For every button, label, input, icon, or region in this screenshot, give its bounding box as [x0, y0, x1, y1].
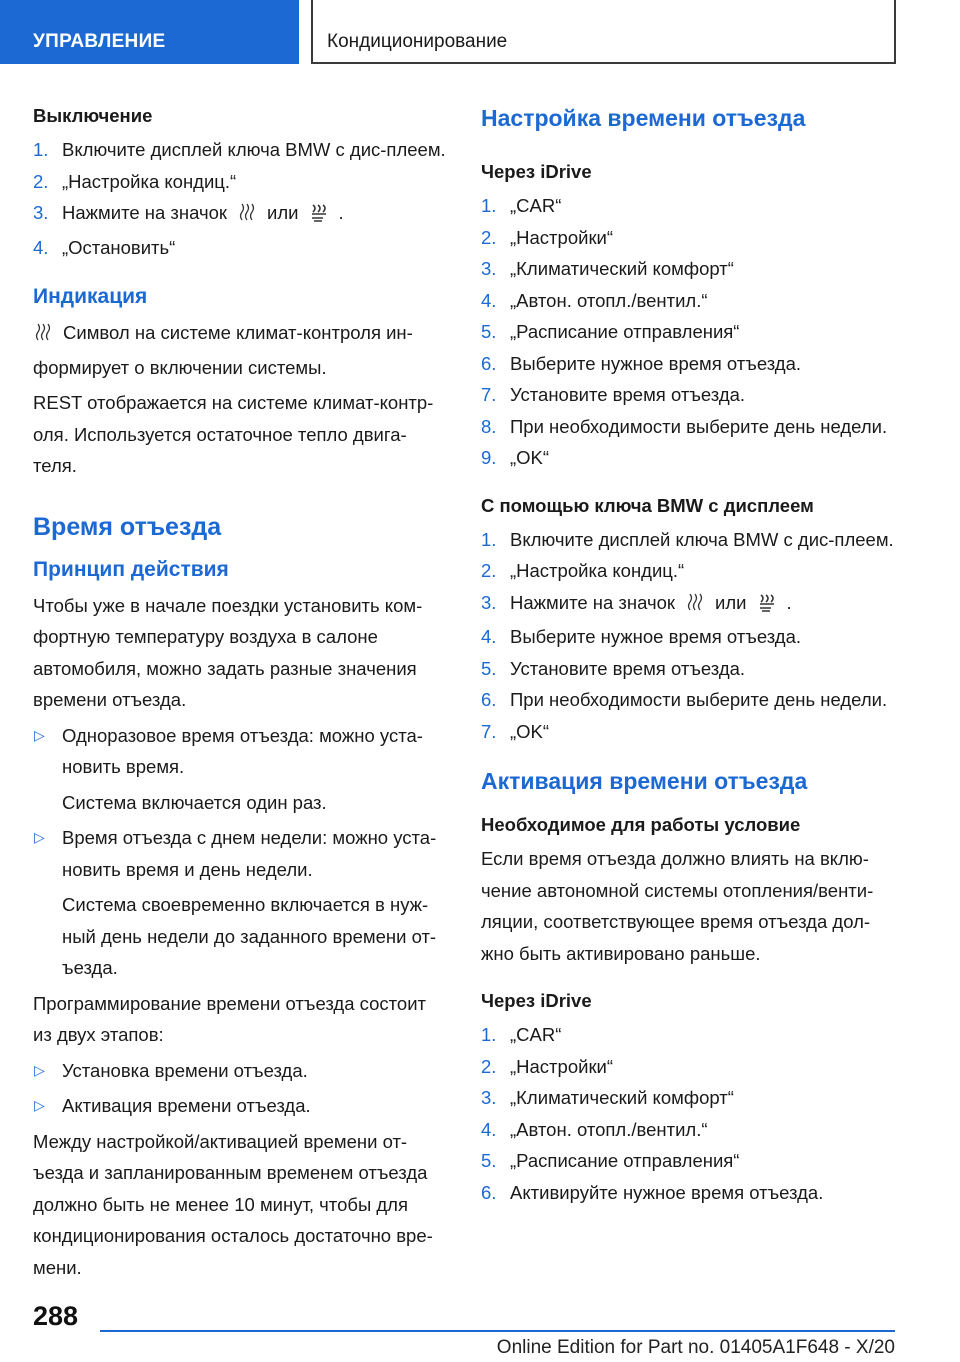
- principle-text: Чтобы уже в начале поездки установить ком-фортную температуру воздуха в салоне автомобиля, можно задать разные значения времени отъезда.: [33, 594, 423, 710]
- final-text: Между настройкой/активацией времени от-ъезда и запланированным временем отъезда должно быть не менее 10 минут, чтобы для кондиционирования осталось достаточно вре-мени.: [33, 1130, 433, 1278]
- heating-icon: [685, 590, 705, 622]
- footer-edition: Online Edition for Part no. 01405A1F648 - X/20: [496, 1337, 895, 1358]
- departure-title: Время отъезда: [33, 512, 222, 541]
- idrive2-title: Через iDrive: [481, 990, 592, 1011]
- list-item: ▷ Одноразовое время отъезда: можно уста-новить время.: [33, 720, 447, 783]
- section-tab: УПРАВЛЕНИЕ: [0, 0, 299, 64]
- list-item: 5. „Расписание отправления“: [481, 321, 740, 342]
- ventilation-icon: [309, 200, 329, 232]
- list-triangle-icon: ▷: [34, 1061, 45, 1078]
- req-text: Если время отъезда должно влиять на вклю-чение автономной системы отопления/венти-ляции, соответствующее время отъезда дол-жно быть активировано раньше.: [481, 848, 874, 964]
- list-item: 6. Активируйте нужное время отъезда.: [481, 1181, 824, 1203]
- list-triangle-icon: ▷: [34, 1097, 45, 1113]
- list-item: 3. Нажмите на значок или .: [481, 587, 901, 622]
- list-item: 5. Установите время отъезда.: [481, 657, 746, 679]
- list-item: ▷ Время отъезда с днем недели: можно уста-новить время и день недели.: [33, 822, 447, 885]
- heating-icon: [33, 320, 53, 352]
- mode-list: [33, 720, 447, 783]
- list-item: 1. „CAR“: [481, 195, 562, 216]
- off-steps: [33, 134, 447, 263]
- list-item: 4. „Автон. отопл./вентил.“: [481, 1118, 708, 1140]
- bullet-note: Система включается один раз.: [62, 791, 327, 813]
- list-item: 3. „Климатический комфорт“: [481, 258, 734, 279]
- list-item: 2. „Настройки“: [481, 226, 614, 248]
- list-item: 2. „Настройки“: [481, 1055, 614, 1077]
- list-item: 6. При необходимости выберите день недели.: [481, 689, 888, 710]
- idrive-steps: [481, 190, 901, 474]
- ventilation-icon: [757, 590, 777, 622]
- list-triangle-icon: ▷: [34, 726, 45, 743]
- list-item: 4. Выберите нужное время отъезда.: [481, 626, 801, 647]
- list-item: 7. Установите время отъезда.: [481, 384, 746, 405]
- list-item: 3. „Климатический комфорт“: [481, 1087, 734, 1108]
- key-title: С помощью ключа BMW с дисплеем: [481, 494, 814, 516]
- activation-title: Активация времени отъезда: [481, 768, 808, 794]
- footer-divider: [100, 1330, 895, 1332]
- page-number: 288: [33, 1301, 79, 1331]
- idrive-title: Через iDrive: [481, 161, 592, 182]
- chapter-title: Кондиционирование: [311, 0, 896, 64]
- rest-text: REST отображается на системе климат-контр-оля. Используется остаточное тепло двига-теля.: [33, 392, 434, 476]
- list-triangle-icon: ▷: [34, 829, 45, 845]
- list-item: 2. „Настройка кондиц.“: [33, 170, 237, 192]
- list-item: 1. „CAR“: [481, 1024, 562, 1045]
- list-item: ▷ Установка времени отъезда.: [33, 1055, 447, 1087]
- list-item: 3. Нажмите на значок или .: [33, 197, 447, 232]
- idrive2-steps: [481, 1019, 901, 1208]
- list-item: 4. „Остановить“: [33, 236, 176, 258]
- list-item: 5. „Расписание отправления“: [481, 1150, 740, 1171]
- list-item: 4. „Автон. отопл./вентил.“: [481, 289, 708, 311]
- principle-title: Принцип действия: [33, 557, 229, 581]
- req-title: Необходимое для работы условие: [481, 814, 801, 835]
- list-item: 1. Включите дисплей ключа BMW с дис-плеем.: [481, 528, 894, 550]
- list-item: 1. Включите дисплей ключа BMW с дис-плеем.: [33, 139, 446, 160]
- right-column: [481, 98, 901, 1208]
- heating-icon: [237, 200, 257, 232]
- list-item: 9. „OK“: [481, 447, 550, 468]
- mode-list: [33, 822, 447, 885]
- list-item: ▷ Активация времени отъезда.: [33, 1090, 447, 1122]
- list-item: 2. „Настройка кондиц.“: [481, 560, 685, 581]
- key-steps: [481, 524, 901, 748]
- left-column: [33, 98, 447, 1283]
- off-title: Выключение: [33, 105, 153, 126]
- stage-list: [33, 1055, 447, 1122]
- indication-text: Символ на системе климат-контроля ин-формирует о включении системы.: [33, 322, 413, 378]
- setup-title: Настройка времени отъезда: [481, 105, 806, 131]
- indication-title: Индикация: [33, 285, 148, 308]
- list-item: 7. „OK“: [481, 720, 550, 742]
- list-item: 6. Выберите нужное время отъезда.: [481, 352, 801, 374]
- program-text: Программирование времени отъезда состоит из двух этапов:: [33, 992, 426, 1045]
- bullet-note: Система своевременно включается в нуж-ный день недели до заданного времени от-ъезда.: [62, 894, 437, 978]
- list-item: 8. При необходимости выберите день недели.: [481, 415, 888, 437]
